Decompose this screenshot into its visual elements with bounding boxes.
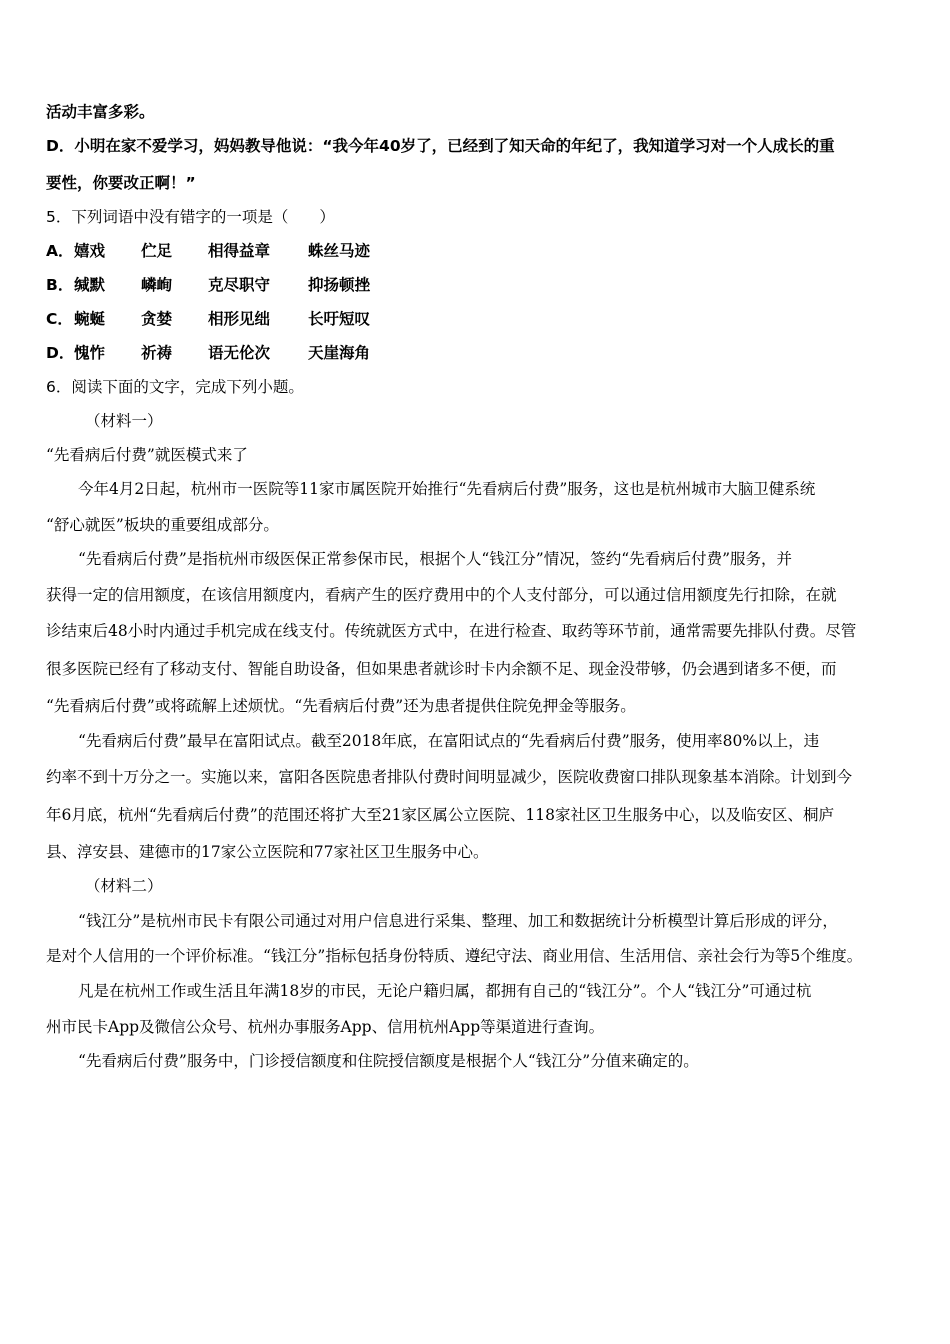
option-letter: B． [46, 276, 74, 294]
para1-line: 今年4月2日起，杭州市一医院等11家市属医院开始推行“先看病后付费”服务，这也是杭州城市大脑卫健系统 [78, 480, 816, 498]
option-word: 克尽职守 [208, 276, 271, 294]
q6-stem: 6．阅读下面的文字，完成下列小题。 [46, 378, 304, 396]
option-word: 抑扬顿挫 [308, 276, 371, 294]
option-word: 相形见绌 [208, 310, 271, 328]
para4-line: “钱江分”是杭州市民卡有限公司通过对用户信息进行采集、整理、加工和数据统计分析模型计算后形成的评分， [78, 912, 838, 930]
prev-question-tail: 活动丰富多彩。 [46, 103, 155, 121]
para2-line: 诊结束后48小时内通过手机完成在线支付。传统就医方式中，在进行检查、取药等环节前，通常需要先排队付费。尽管 [46, 622, 857, 640]
option-letter: C． [46, 310, 73, 328]
para2-line: 很多医院已经有了移动支付、智能自助设备，但如果患者就诊时卡内余额不足、现金没带够，仍会遇到诸多不便，而 [46, 660, 837, 678]
para6-line: “先看病后付费”服务中，门诊授信额度和住院授信额度是根据个人“钱江分”分值来确定的。 [78, 1052, 699, 1070]
prev-option-d-line2: 要性，你要改正啊！” [46, 174, 196, 192]
prev-option-d-line1: D．小明在家不爱学习，妈妈教导他说：“我今年40岁了，已经到了知天命的年纪了，我知道学习对一个人成长的重 [46, 137, 835, 155]
para5-line: 凡是在杭州工作或生活且年满18岁的市民，无论户籍归属，都拥有自己的“钱江分”。个人“钱江分”可通过杭 [78, 982, 812, 1000]
option-word: 嬉戏 [74, 242, 106, 260]
para2-line: “先看病后付费”是指杭州市级医保正常参保市民，根据个人“钱江分”情况，签约“先看病后付费”服务，并 [78, 550, 793, 568]
option-word: 嶙峋 [141, 276, 173, 294]
option-word: 语无伦次 [208, 344, 271, 362]
option-word: 蛛丝马迹 [308, 242, 371, 260]
q5-stem: 5．下列词语中没有错字的一项是（ ） [46, 208, 335, 226]
option-word: 相得益章 [208, 242, 271, 260]
para3-line: 县、淳安县、建德市的17家公立医院和77家社区卫生服务中心。 [46, 843, 489, 861]
para1-line: “舒心就医”板块的重要组成部分。 [46, 516, 279, 534]
option-word: 蜿蜒 [74, 310, 106, 328]
option-word: 缄默 [74, 276, 106, 294]
option-word: 愧怍 [74, 344, 106, 362]
para5-line: 州市民卡App及微信公众号、杭州办事服务App、信用杭州App等渠道进行查询。 [46, 1018, 605, 1036]
para3-line: 年6月底，杭州“先看病后付费”的范围还将扩大至21家区属公立医院、118家社区卫生服务中心，以及临安区、桐庐 [46, 806, 835, 824]
option-word: 贪婪 [141, 310, 173, 328]
option-word: 祈祷 [141, 344, 173, 362]
option-word: 长吁短叹 [308, 310, 371, 328]
option-letter: A． [46, 242, 74, 260]
para4-line: 是对个人信用的一个评价标准。“钱江分”指标包括身份特质、遵纪守法、商业用信、生活用信、亲社会行为等5个维度。 [46, 947, 863, 965]
material1-label: （材料一） [85, 412, 163, 430]
option-word: 天崖海角 [308, 344, 371, 362]
para2-line: “先看病后付费”或将疏解上述烦忧。“先看病后付费”还为患者提供住院免押金等服务。 [46, 697, 636, 715]
para2-line: 获得一定的信用额度，在该信用额度内，看病产生的医疗费用中的个人支付部分，可以通过信用额度先行扣除，在就 [46, 586, 837, 604]
material2-label: （材料二） [85, 877, 163, 895]
para3-line: 约率不到十万分之一。实施以来，富阳各医院患者排队付费时间明显减少，医院收费窗口排队现象基本消除。计划到今 [46, 768, 853, 786]
para3-line: “先看病后付费”最早在富阳试点。截至2018年底，在富阳试点的“先看病后付费”服务，使用率80%以上，违 [78, 732, 820, 750]
material1-title: “先看病后付费”就医模式来了 [46, 446, 248, 464]
option-letter: D． [46, 344, 75, 362]
option-word: 伫足 [141, 242, 173, 260]
